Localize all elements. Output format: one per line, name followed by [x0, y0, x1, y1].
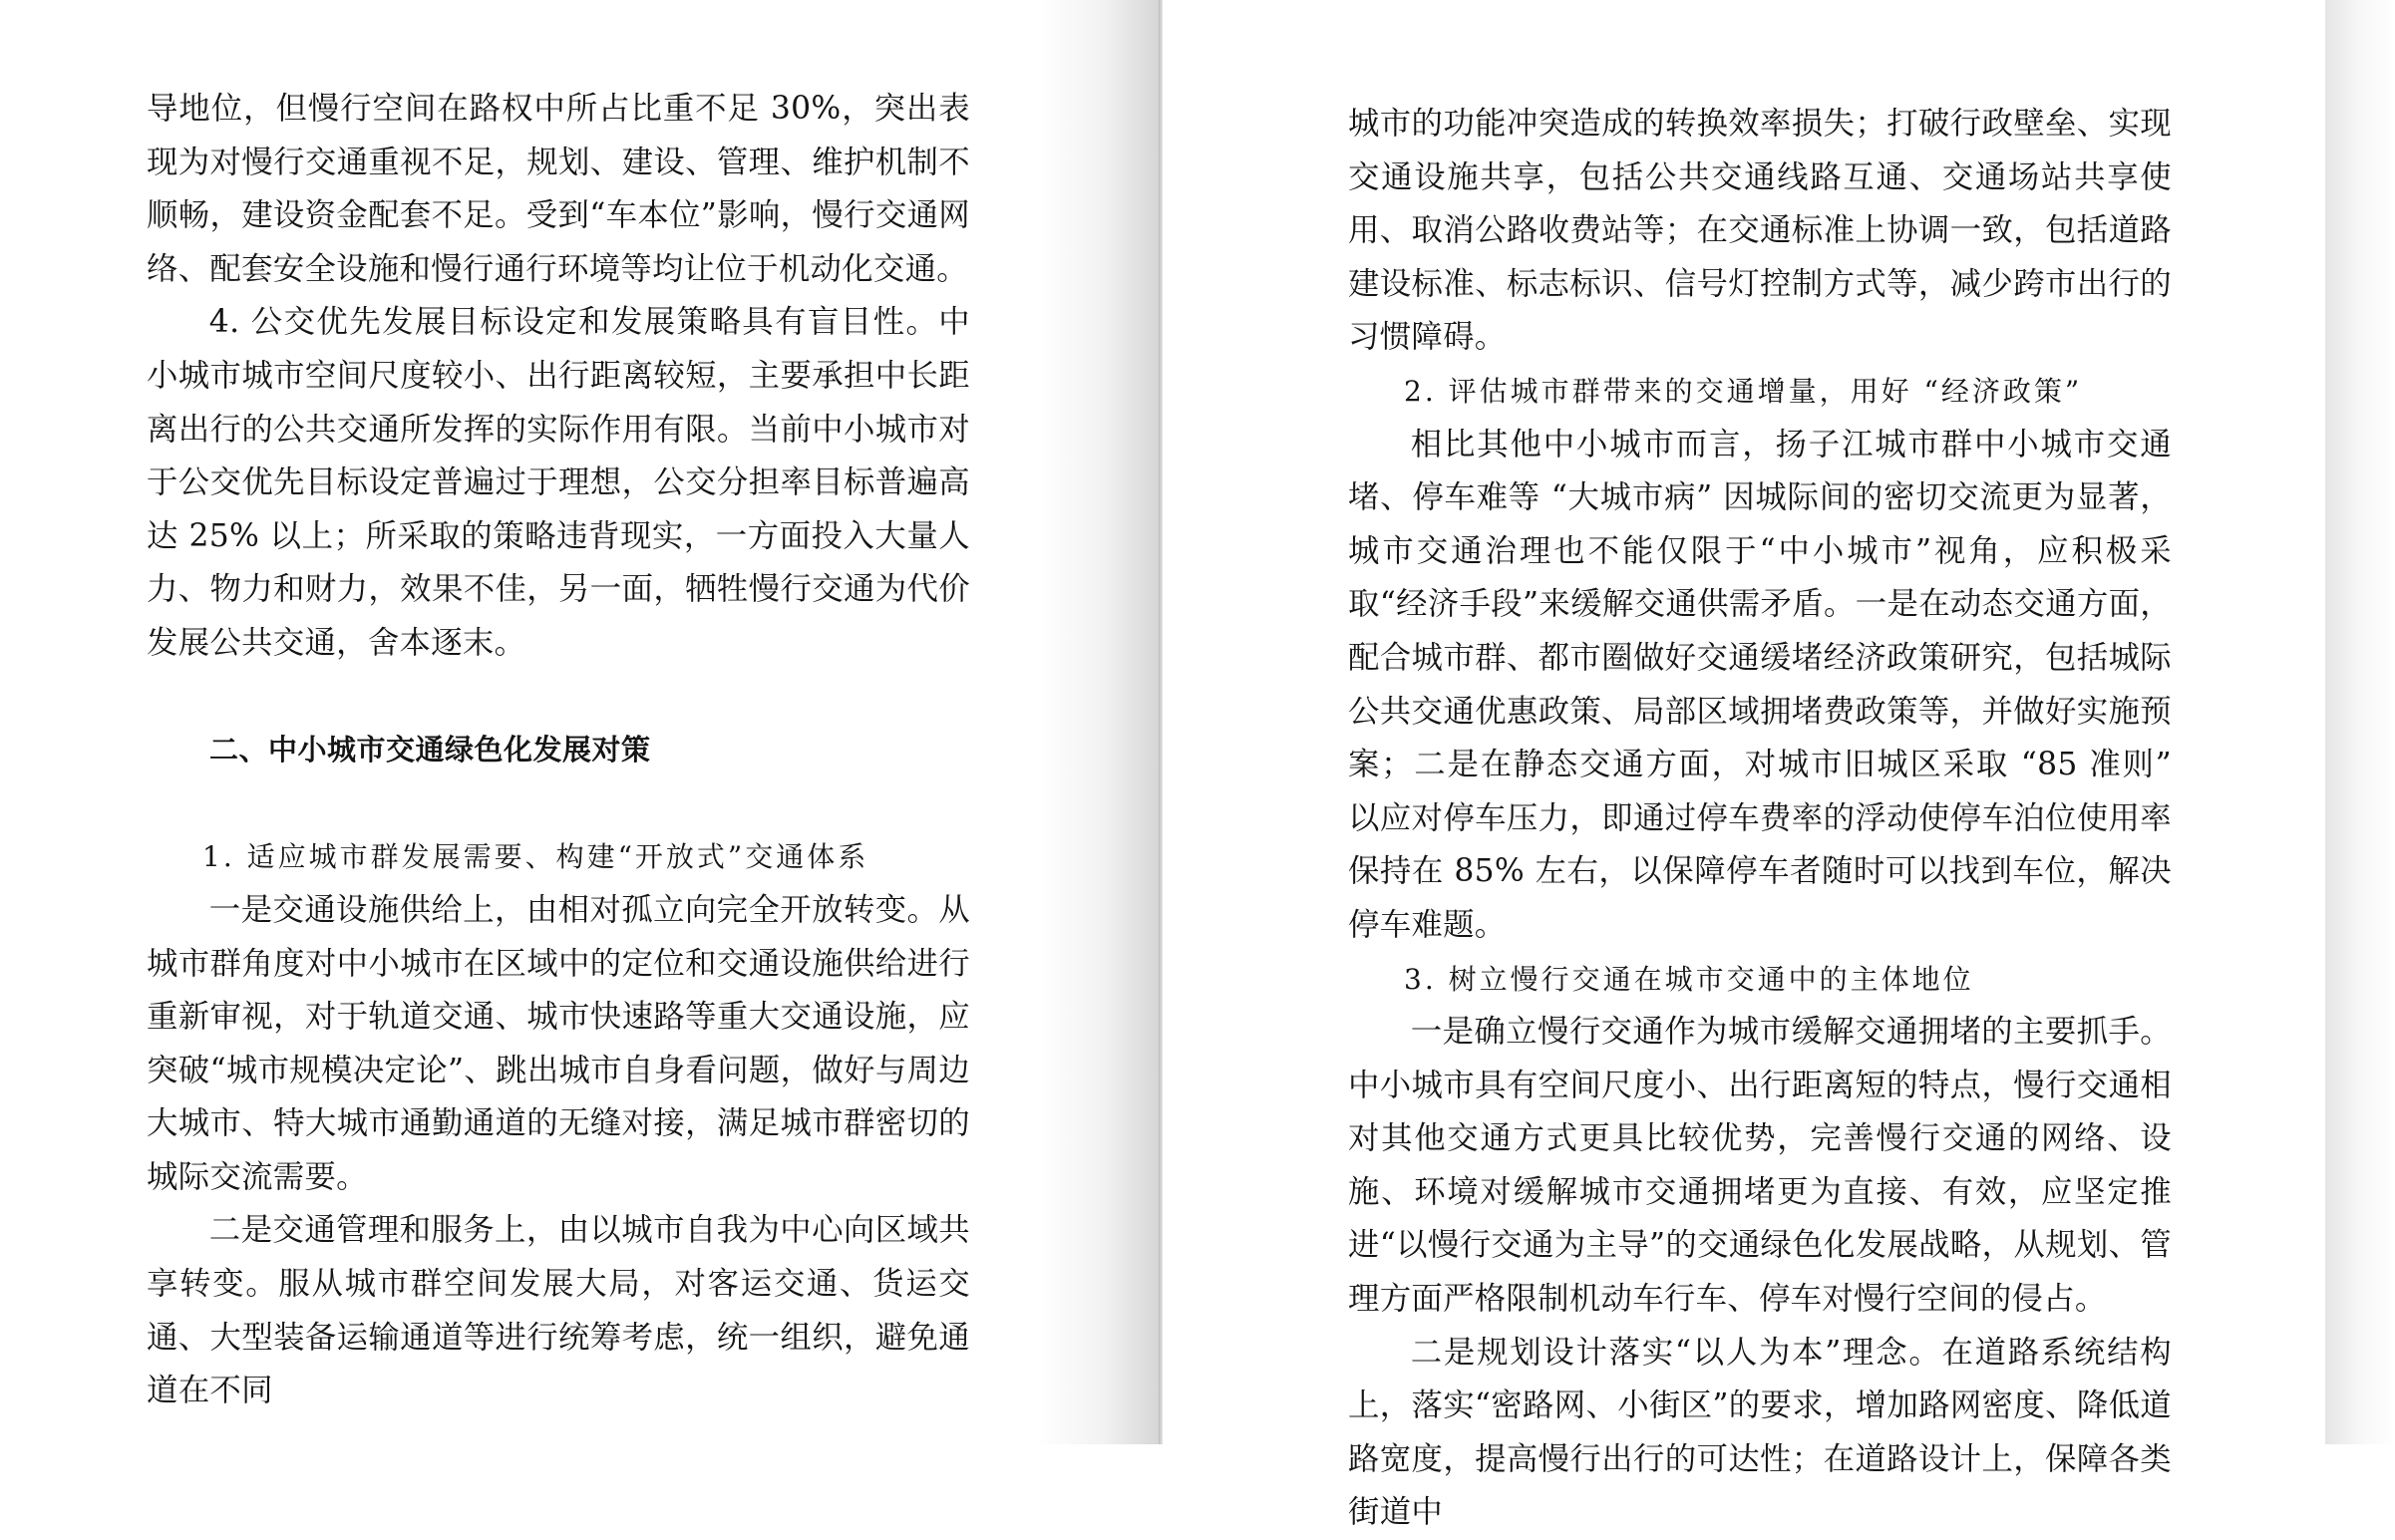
subsection-3-paragraph-1: 一是确立慢行交通作为城市缓解交通拥堵的主要抓手。中小城市具有空间尺度小、出行距离短的特点，慢行交通相对其他交通方式更具比较优势，完善慢行交通的网络、设施、环境对缓解城市交通拥堵更为直接、有效，应坚定推进“以慢行交通为主导”的交通绿色化发展战略，从规划、管理方面严格限制机动车行车、停车对慢行空间的侵占。	[1348, 1014, 2172, 1318]
left-page-text-column	[147, 83, 970, 1418]
spine-shadow-right	[2325, 0, 2395, 1444]
right-continuation-paragraph: 城市的功能冲突造成的转换效率损失；打破行政壁垒、实现交通设施共享，包括公共交通线路互通、交通场站共享使用、取消公路收费站等；在交通标准上协调一致，包括道路建设标准、标志标识、信号灯控制方式等，减少跨市出行的习惯障碍。	[1348, 106, 2172, 356]
spine-shadow-left	[1037, 0, 1159, 1444]
subsection-3-heading: 3. 树立慢行交通在城市交通中的主体地位	[1404, 962, 1974, 996]
left-continuation-paragraph: 导地位，但慢行空间在路权中所占比重不足 30%，突出表现为对慢行交通重视不足，规划、建设、管理、维护机制不顺畅，建设资金配套不足。受到“车本位”影响，慢行交通网络、配套安全设施和慢行通行环境等均让位于机动化交通。	[147, 91, 970, 287]
heading-spacer	[147, 777, 970, 831]
subsection-2-paragraph-1: 相比其他中小城市而言，扬子江城市群中小城市交通堵、停车难等 “大城市病” 因城际间的密切交流更为显著，城市交通治理也不能仅限于“中小城市”视角，应积极采取“经济手段”来缓解交通供需矛盾。一是在动态交通方面，配合城市群、都市圈做好交通缓堵经济政策研究，包括城际公共交通优惠政策、局部区域拥堵费政策等，并做好实施预案；二是在静态交通方面，对城市旧城区采取 “85 准则” 以应对停车压力，即通过停车费率的浮动使停车泊位使用率保持在 85% 左右，以保障停车者随时可以找到车位，解决停车难题。	[1348, 426, 2172, 943]
subsection-1-paragraph-1: 一是交通设施供给上，由相对孤立向完全开放转变。从城市群角度对中小城市在区域中的定位和交通设施供给进行重新审视，对于轨道交通、城市快速路等重大交通设施，应突破“城市规模决定论”、跳出城市自身看问题，做好与周边大城市、特大城市通勤通道的无缝对接，满足城市群密切的城际交流需要。	[147, 891, 970, 1195]
subsection-1-heading: 1. 适应城市群发展需要、构建“开放式”交通体系	[202, 840, 869, 874]
item4-paragraph	[147, 296, 970, 670]
item4-heading: 4. 公交优先发展目标设定和发展策略具有盲目性。	[208, 304, 939, 341]
subsection-2-heading: 2. 评估城市群带来的交通增量，用好 “经济政策”	[1404, 374, 2083, 408]
right-page-text-column	[1348, 98, 2172, 1540]
left-page	[0, 0, 1159, 1444]
section-heading: 二、中小城市交通绿色化发展对策	[209, 733, 651, 768]
subsection-1-paragraph-2: 二是交通管理和服务上，由以城市自我为中心向区域共享转变。服从城市群空间发展大局，对客运交通、货运交通、大型装备运输通道等进行统筹考虑，统一组织，避免通道在不同	[147, 1212, 970, 1409]
section-spacer	[147, 671, 970, 725]
right-page	[1163, 0, 2322, 1531]
item4-body: 中小城市城市空间尺度较小、出行距离较短，主要承担中长距离出行的公共交通所发挥的实际作用有限。当前中小城市对于公交优先目标设定普遍过于理想，公交分担率目标普遍高达 25% 以上；所采取的策略违背现实，一方面投入大量人力、物力和财力，效果不佳，另一面，牺牲慢行交通为代价发展公共交通，舍本逐末。	[147, 304, 970, 661]
subsection-3-paragraph-2: 二是规划设计落实“以人为本”理念。在道路系统结构上，落实“密路网、小街区”的要求，增加路网密度、降低道路宽度，提高慢行出行的可达性；在道路设计上，保障各类街道中	[1348, 1334, 2172, 1531]
